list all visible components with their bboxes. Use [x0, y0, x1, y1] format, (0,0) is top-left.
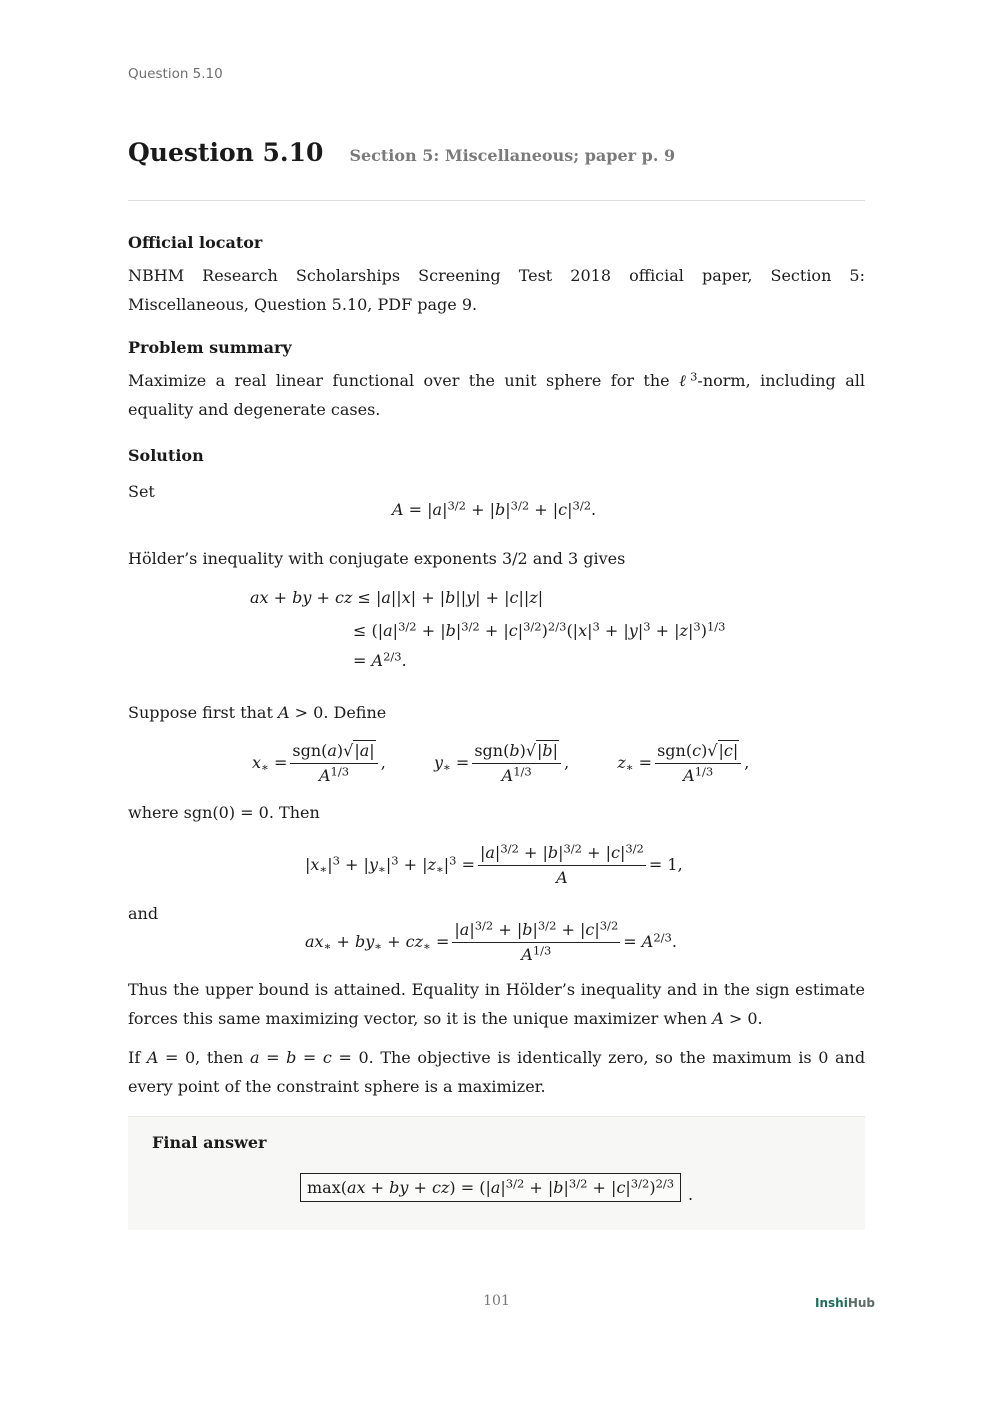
norm-equation: $|x_∗|^3 + |y_∗|^3 + |z_∗|^3$ = $\frac{|a|^{3/2} + |b|^{3/2} + |c|^{3/2}}{A}$ = 1,	[305, 841, 683, 887]
brand-part-1: Inshi	[815, 1296, 848, 1310]
thus-text: Thus the upper bound is attained. Equality in Hölder’s inequality and in the sign estimate forces this same maximizing vector, so it is the unique maximizer when	[128, 980, 865, 1028]
suppose-text	[128, 698, 865, 727]
holder-intro-text: Hölder’s inequality with conjugate exponents 3/2 and 3 gives	[128, 549, 626, 568]
solution-heading: Solution	[128, 446, 204, 465]
title-divider	[128, 200, 865, 201]
inequality-line-1: ax + by + cz ≤ |a||x| + |b||y| + |c||z|	[250, 588, 544, 607]
then-math: a = b = c = 0.	[249, 1048, 374, 1067]
locator-text: NBHM Research Scholarships Screening Test 2018 official paper, Section 5: Miscellaneous, Question 5.10, PDF page 9.	[128, 266, 865, 314]
summary-text	[128, 366, 865, 424]
degenerate-text: The objective is identically zero, so the maximum is 0 and every point of the constraint sphere is a maximizer.	[128, 1048, 866, 1096]
summary-text-end: -norm, including all equality and degenerate cases.	[128, 371, 866, 419]
title-row	[128, 138, 675, 167]
page-number: 101	[483, 1293, 510, 1309]
if-math: A = 0,	[146, 1048, 201, 1067]
maximizer-definition: $x_∗$ = $\frac{\text{sgn(a)√|a|}}{A^{1/3}}$ , $y_∗$ = $\frac{\text{sgn(b)√|b|}}{A^{1/3}}$ , $z_∗$ = $\frac{\text{sgn(c)√|c|}}{A^{1/3}}$ ,	[252, 741, 750, 785]
degenerate-paragraph	[128, 1043, 865, 1101]
suppose-math: A > 0.	[278, 703, 329, 722]
page-subtitle: Section 5: Miscellaneous; paper p. 9	[349, 146, 676, 165]
page-title: Question 5.10	[128, 138, 324, 167]
where-text: where sgn(0) = 0. Then	[128, 803, 320, 822]
final-answer-period: .	[688, 1185, 694, 1204]
final-answer-heading: Final answer	[152, 1133, 267, 1152]
thus-math: A > 0.	[712, 1009, 763, 1028]
then-label: then	[206, 1048, 244, 1067]
if-label: If	[128, 1048, 141, 1067]
solution-set-text: Set	[128, 482, 155, 501]
locator-heading: Official locator	[128, 233, 263, 252]
inequality-line-2: ≤ $(|a|^{3/2} + |b|^{3/2} + |c|^{3/2})^{2/3}(|x|^3 + |y|^3 + |z|^3)^{1/3}$	[353, 619, 726, 640]
inequality-line-3: = $A^{2/3}$.	[353, 649, 407, 670]
suppose-label: Suppose first that	[128, 703, 273, 722]
define-label: Define	[333, 703, 387, 722]
summary-heading: Problem summary	[128, 338, 292, 357]
final-answer-box	[128, 1116, 865, 1230]
value-equation: $ax_∗ + by_∗ + cz_∗$ = $\frac{|a|^{3/2} + |b|^{3/2} + |c|^{3/2}}{A^{1/3}}$ = $A^{2/3}$.	[305, 918, 677, 964]
thus-paragraph	[128, 975, 865, 1033]
final-answer-formula: max(ax + by + $cz) = (|a|^{3/2} + |b|^{3/2} + |c|^{3/2})^{2/3}$	[300, 1173, 681, 1202]
summary-text-start: Maximize a real linear functional over the unit sphere for the	[128, 371, 680, 390]
running-header: Question 5.10	[128, 66, 223, 82]
brand-logo	[815, 1296, 875, 1310]
brand-part-2: Hub	[847, 1296, 875, 1310]
l3-norm-symbol: ℓ$^3$	[679, 369, 698, 390]
and-text: and	[128, 904, 159, 923]
equation-definition-A: $A = |a|^{3/2} + |b|^{3/2} + |c|^{3/2}$.	[392, 498, 597, 519]
